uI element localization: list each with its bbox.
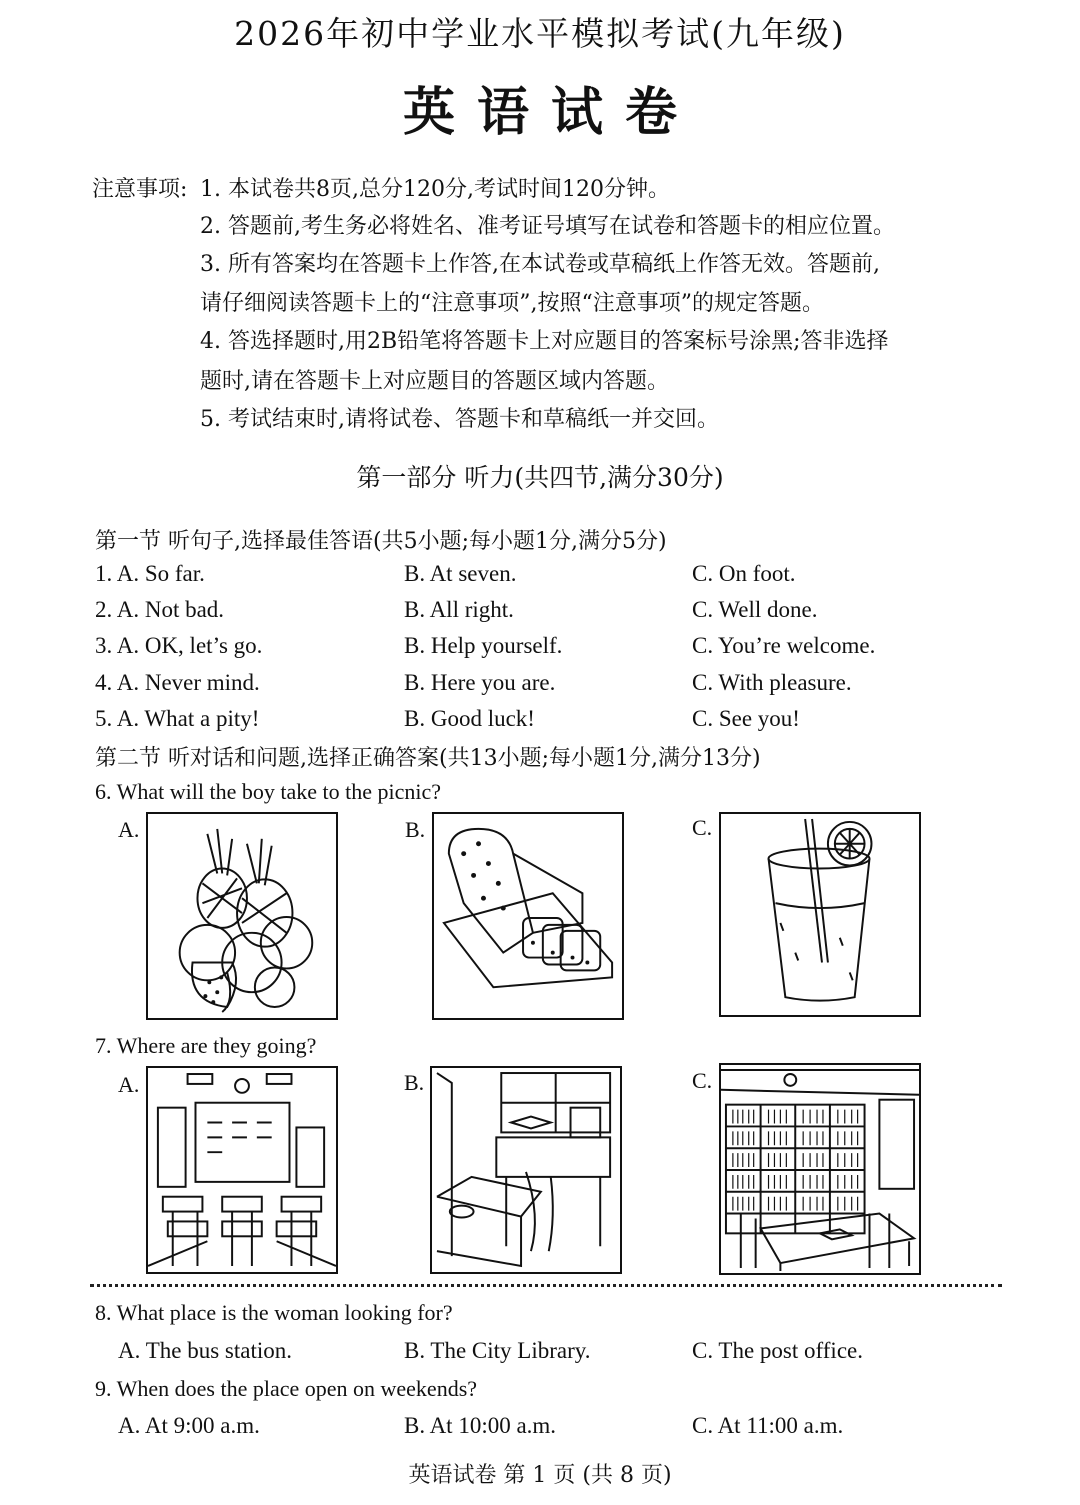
- q2-option-b: B. All right.: [404, 597, 514, 622]
- section1-title: 第一节 听句子,选择最佳答语(共5小题;每小题1分,满分5分): [95, 529, 667, 554]
- q6-picture-bread: [432, 812, 624, 1020]
- note-item: 1. 本试卷共8页,总分120分,考试时间120分钟。: [200, 177, 670, 202]
- note-item: 题时,请在答题卡上对应题目的答题区域内答题。: [200, 369, 669, 394]
- note-item: 2. 答题前,考生务必将姓名、准考证号填写在试卷和答题卡的相应位置。: [200, 214, 895, 239]
- q4-option-b: B. Here you are.: [404, 670, 556, 695]
- q7-letter-a: A.: [118, 1072, 140, 1097]
- exam-subtitle: 英语试卷: [402, 82, 699, 143]
- q7-letter-b: B.: [404, 1070, 425, 1095]
- q8-option-a: A. The bus station.: [118, 1338, 292, 1363]
- dotted-divider: [90, 1284, 1002, 1287]
- q4-option-c: C. With pleasure.: [692, 670, 852, 695]
- classroom-icon: [148, 1068, 336, 1272]
- q8-question: 8. What place is the woman looking for?: [95, 1300, 453, 1325]
- q9-option-c: C. At 11:00 a.m.: [692, 1413, 844, 1438]
- q1-option-c: C. On foot.: [692, 561, 796, 586]
- q5-option-a: 5. A. What a pity!: [95, 706, 260, 731]
- q8-option-b: B. The City Library.: [404, 1338, 591, 1363]
- section2-title: 第二节 听对话和问题,选择正确答案(共13小题;每小题1分,满分13分): [95, 746, 761, 771]
- page-footer: 英语试卷 第 1 页 (共 8 页): [408, 1463, 672, 1488]
- q4-option-a: 4. A. Never mind.: [95, 670, 260, 695]
- bedroom-icon: [432, 1068, 620, 1272]
- note-item: 3. 所有答案均在答题卡上作答,在本试卷或草稿纸上作答无效。答题前,: [200, 252, 880, 277]
- q7-picture-library: [719, 1063, 921, 1275]
- bread-icon: [434, 814, 622, 1018]
- q7-letter-c: C.: [692, 1068, 713, 1093]
- q1-option-a: 1. A. So far.: [95, 561, 205, 586]
- q5-option-c: C. See you!: [692, 706, 800, 731]
- q1-option-b: B. At seven.: [404, 561, 517, 586]
- fruit-basket-icon: [148, 814, 336, 1018]
- q6-letter-a: A.: [118, 817, 140, 842]
- part1-title: 第一部分 听力(共四节,满分30分): [356, 463, 724, 492]
- q2-option-c: C. Well done.: [692, 597, 818, 622]
- note-item: 4. 答选择题时,用2B铅笔将答题卡上对应题目的答案标号涂黑;答非选择: [200, 329, 889, 354]
- q3-option-a: 3. A. OK, let’s go.: [95, 633, 263, 658]
- q9-option-b: B. At 10:00 a.m.: [404, 1413, 557, 1438]
- q8-option-c: C. The post office.: [692, 1338, 863, 1363]
- q6-letter-c: C.: [692, 815, 713, 840]
- q2-option-a: 2. A. Not bad.: [95, 597, 225, 622]
- q6-question: 6. What will the boy take to the picnic?: [95, 779, 441, 804]
- q7-question: 7. Where are they going?: [95, 1033, 317, 1058]
- q6-letter-b: B.: [405, 817, 426, 842]
- q9-question: 9. When does the place open on weekends?: [95, 1376, 478, 1401]
- q6-picture-fruit: [146, 812, 338, 1020]
- q7-picture-classroom: [146, 1066, 338, 1274]
- q9-option-a: A. At 9:00 a.m.: [118, 1413, 260, 1438]
- note-item: 请仔细阅读答题卡上的“注意事项”,按照“注意事项”的规定答题。: [200, 291, 824, 316]
- juice-glass-icon: [721, 814, 919, 1015]
- q3-option-c: C. You’re welcome.: [692, 633, 876, 658]
- q3-option-b: B. Help yourself.: [404, 633, 563, 658]
- note-item: 5. 考试结束时,请将试卷、答题卡和草稿纸一并交回。: [200, 407, 719, 432]
- notes-label: 注意事项:: [92, 177, 188, 202]
- q5-option-b: B. Good luck!: [404, 706, 535, 731]
- library-icon: [721, 1065, 919, 1273]
- q7-picture-bedroom: [430, 1066, 622, 1274]
- q6-picture-juice: [719, 812, 921, 1017]
- exam-title: 2026年初中学业水平模拟考试(九年级): [234, 14, 846, 53]
